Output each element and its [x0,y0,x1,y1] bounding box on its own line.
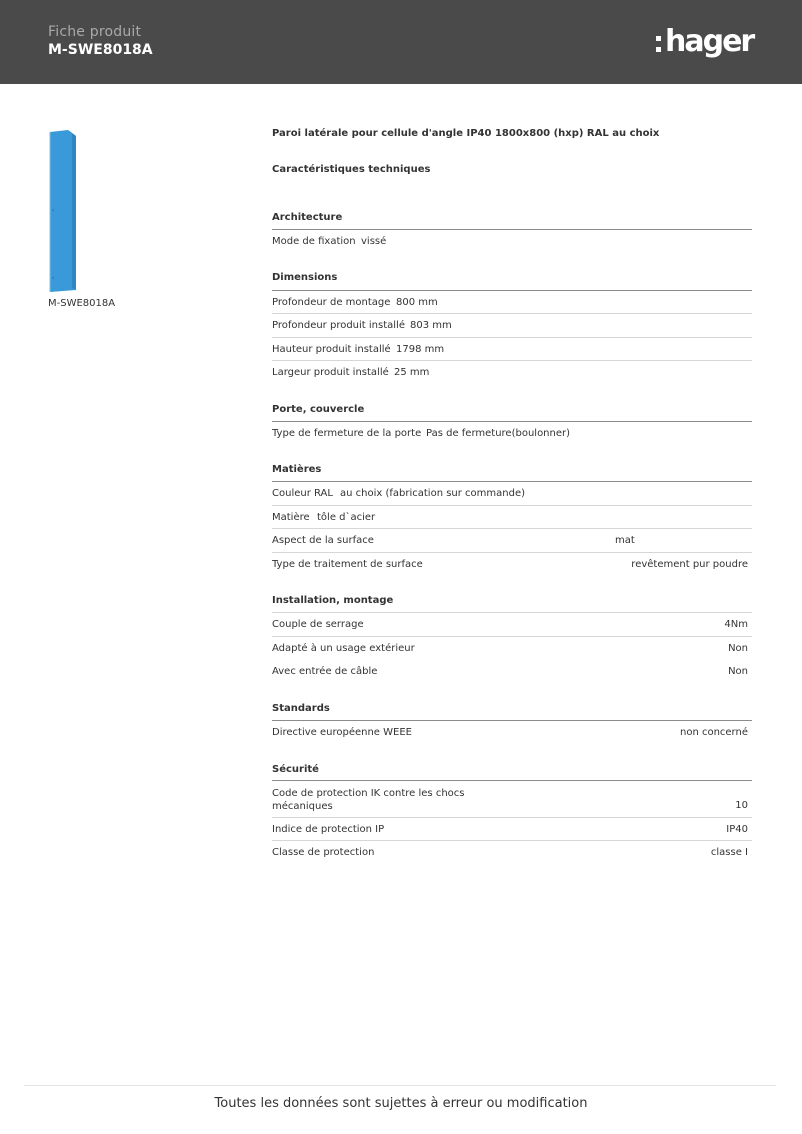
spec-value: Non [728,643,748,654]
spec-label: Couleur RAL [272,488,333,499]
section-heading-porte: Porte, couvercle [272,404,365,415]
spec-row [272,780,752,817]
product-image-caption: M-SWE8018A [48,298,116,309]
spec-value: vissé [361,236,387,247]
spec-row [272,659,752,683]
spec-label: Avec entrée de câble [272,666,378,677]
document-type: Fiche produit [48,24,142,40]
spec-row [272,229,752,253]
spec-row [272,840,752,864]
spec-label: Indice de protection IP [272,824,385,835]
spec-row [272,421,752,445]
section-heading-architecture: Architecture [272,212,343,223]
spec-row [272,360,752,384]
page-header [0,0,802,84]
spec-label: Classe de protection [272,847,375,858]
product-reference: M-SWE8018A [48,42,153,58]
spec-value: tôle d`acier [317,512,376,523]
spec-value: 25 mm [394,367,430,378]
spec-label: Code de protection IK contre les chocs mécaniques [272,788,465,812]
spec-row [272,612,752,636]
spec-value: classe I [710,847,748,858]
spec-row [272,290,752,314]
section-title: Caractéristiques techniques [272,164,431,175]
spec-label: Aspect de la surface [272,535,374,546]
spec-value: au choix (fabrication sur commande) [340,488,526,499]
spec-row [272,505,752,529]
spec-value: 803 mm [410,320,452,331]
spec-value: 4Nm [724,619,748,630]
spec-row [272,313,752,337]
spec-label: Matière [272,512,310,523]
spec-label: Profondeur produit installé [272,320,405,331]
spec-value: 1798 mm [396,344,445,355]
spec-label: Largeur produit installé [272,367,389,378]
section-heading-dimensions: Dimensions [272,272,338,283]
spec-value: 10 [735,800,748,811]
spec-value: Pas de fermeture(boulonner) [426,428,571,439]
product-image [48,130,78,292]
spec-row [272,817,752,841]
logo-wordmark: hager [665,24,754,59]
spec-row [272,528,752,552]
section-heading-installation: Installation, montage [272,595,394,606]
logo-dots-icon [656,36,661,52]
spec-value: IP40 [726,824,748,835]
spec-label: Mode de fixation [272,236,356,247]
section-heading-standards: Standards [272,703,330,714]
spec-label: Directive européenne WEEE [272,727,412,738]
spec-row [272,481,752,505]
section-heading-matieres: Matières [272,464,322,475]
spec-label: Adapté à un usage extérieur [272,643,415,654]
spec-value: revêtement pur poudre [631,559,748,570]
spec-row [272,337,752,361]
product-title: Paroi latérale pour cellule d'angle IP40 1800x800 (hxp) RAL au choix [272,128,660,139]
hager-logo [656,24,753,60]
spec-value: non concerné [679,727,748,738]
footer-divider [24,1085,776,1086]
spec-row [272,720,752,744]
spec-value: mat [615,535,635,546]
section-heading-securite: Sécurité [272,764,319,775]
spec-row [272,552,752,576]
spec-row [272,636,752,660]
spec-label: Type de fermeture de la porte [272,428,422,439]
spec-label: Profondeur de montage [272,297,391,308]
spec-value: 800 mm [396,297,438,308]
spec-label: Couple de serrage [272,619,364,630]
footer-disclaimer: Toutes les données sont sujettes à erreur ou modification [214,1096,588,1111]
spec-label: Hauteur produit installé [272,344,391,355]
spec-label: Type de traitement de surface [272,559,423,570]
spec-value: Non [728,666,748,677]
